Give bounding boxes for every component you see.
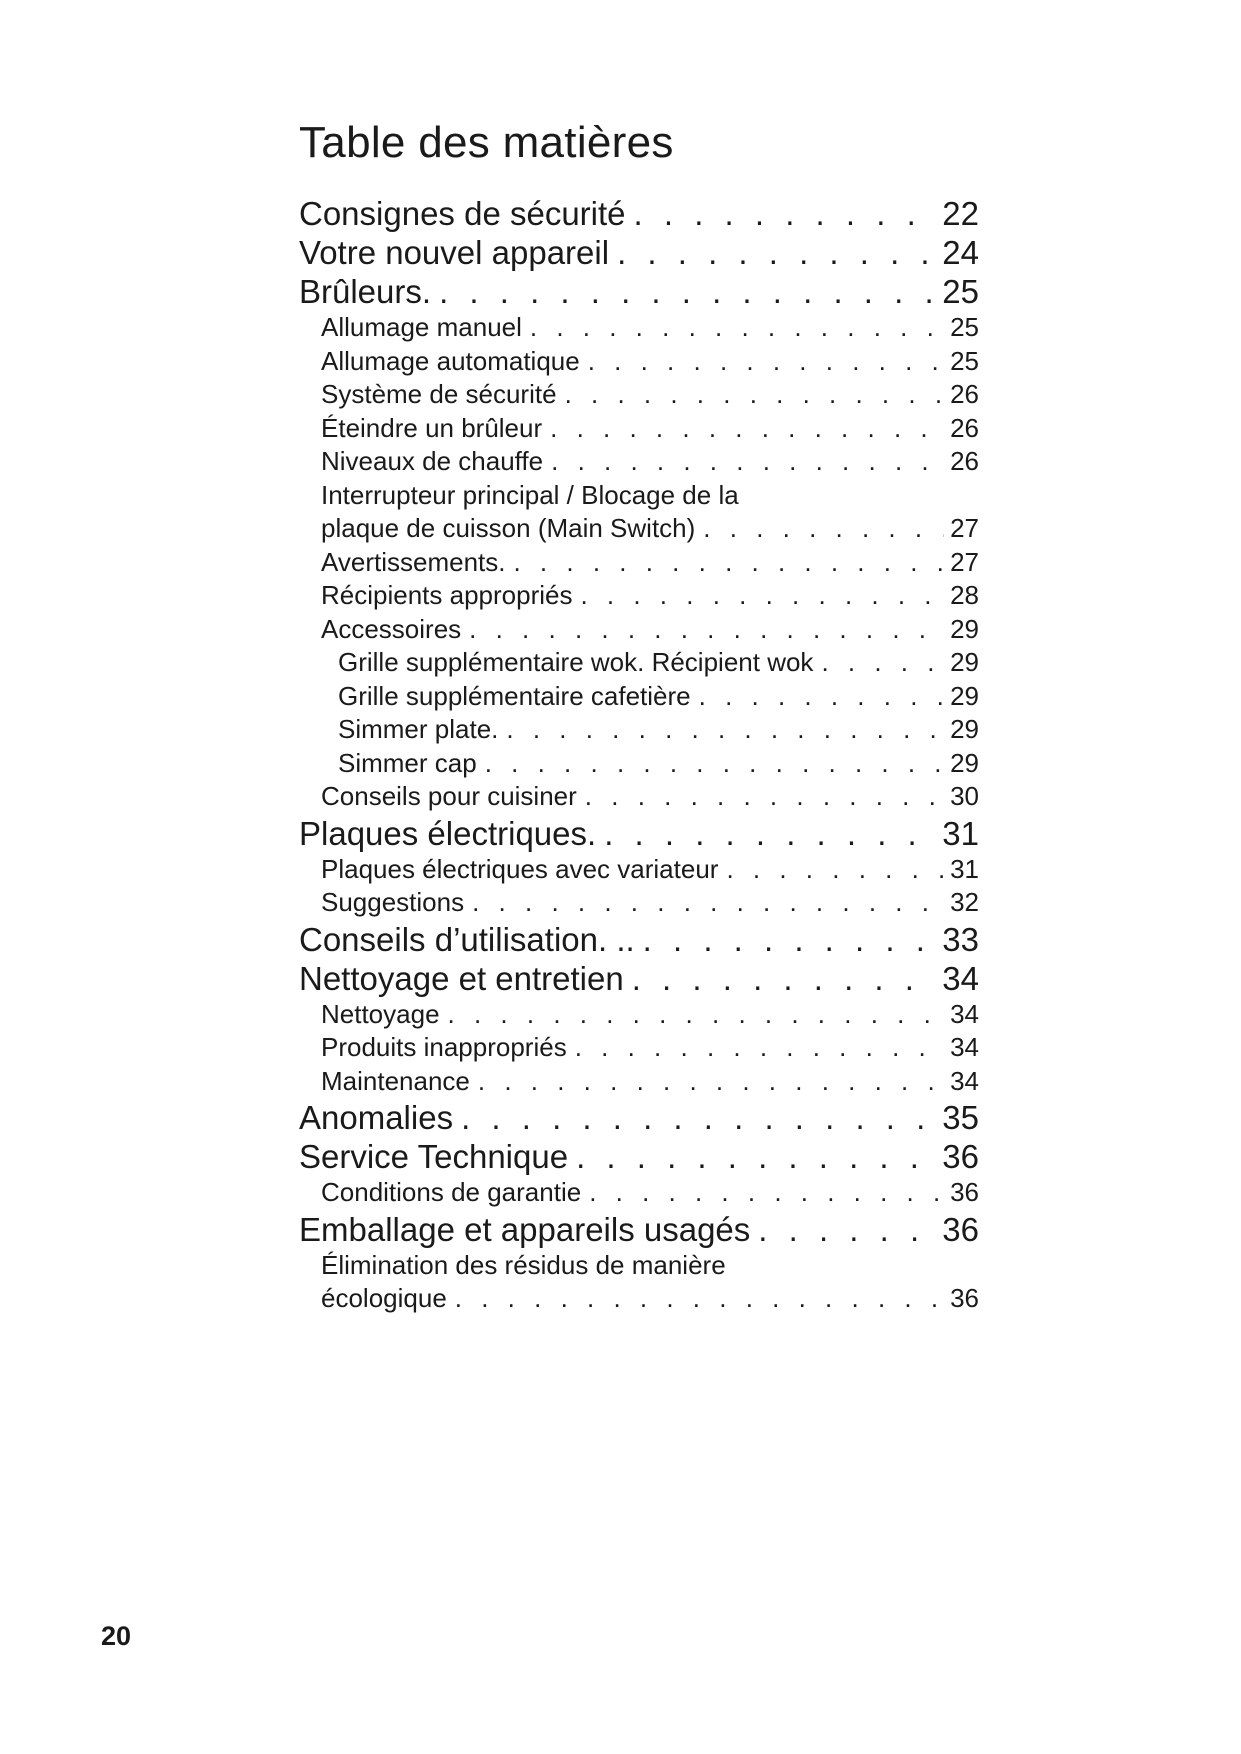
dot-leader: [472, 886, 944, 920]
toc-entry-interrupteur-principal-line2[interactable]: [299, 512, 979, 546]
toc-entry-simmer-plate[interactable]: [299, 713, 979, 747]
toc-entry-label: Interrupteur principal / Blocage de la: [321, 479, 739, 510]
toc-entry-plaques-variateur[interactable]: [299, 853, 979, 887]
toc-entry-label: Allumage manuel: [321, 312, 522, 342]
dot-leader: [617, 233, 936, 272]
toc-entry-page: 28: [950, 580, 979, 610]
toc-entry-label: Nettoyage: [321, 998, 440, 1029]
toc-entry-label: Élimination des résidus de manière: [321, 1249, 726, 1280]
dot-leader: [478, 1065, 944, 1099]
dot-leader: [699, 680, 944, 714]
toc-entry-page: 35: [942, 1099, 979, 1136]
dot-leader: [632, 959, 937, 998]
toc-entry-label: écologique: [321, 1283, 447, 1313]
toc-entry-label: Allumage automatique: [321, 345, 580, 376]
dot-leader: [506, 713, 944, 747]
toc-entry-label: Brûleurs.: [299, 273, 432, 310]
toc-entry-label: Avertissements.: [321, 546, 506, 577]
toc-entry-page: 31: [942, 814, 979, 852]
toc-entry-label: Éteindre un brûleur: [321, 412, 543, 443]
dot-leader: [565, 378, 945, 412]
dot-leader: [703, 512, 944, 546]
dot-leader: [576, 1137, 936, 1176]
dot-leader: [604, 814, 936, 853]
toc-entry-anomalies[interactable]: [299, 1098, 979, 1137]
toc-entry-service-technique[interactable]: [299, 1137, 979, 1176]
toc-entry-label: Simmer plate.: [338, 714, 499, 744]
toc-entry-page: 29: [950, 714, 979, 744]
page-title: Table des matières: [299, 118, 674, 167]
toc-entry-conditions-de-garantie[interactable]: [299, 1176, 979, 1210]
toc-entry-page: 25: [950, 345, 979, 376]
toc-entry-accessoires[interactable]: [299, 613, 979, 647]
toc-entry-consignes-de-securite[interactable]: [299, 194, 979, 233]
toc-entry-label: Emballage et appareils usagés: [299, 1210, 751, 1248]
toc-entry-suggestions[interactable]: [299, 886, 979, 920]
toc-entry-page: 34: [950, 1065, 979, 1096]
toc-entry-label: Maintenance: [321, 1065, 470, 1096]
dot-leader: [726, 853, 944, 887]
toc-entry-emballage[interactable]: [299, 1210, 979, 1249]
toc-entry-label: Consignes de sécurité: [299, 195, 626, 232]
toc-entry-page: 27: [950, 546, 979, 577]
toc-entry-recipients-appropries[interactable]: [299, 579, 979, 613]
toc-entry-conseils-pour-cuisiner[interactable]: [299, 780, 979, 814]
toc-entry-page: 29: [950, 747, 979, 778]
toc-entry-page: 30: [950, 781, 979, 811]
toc-entry-label: plaque de cuisson (Main Switch): [321, 513, 696, 543]
toc-entry-page: 27: [950, 513, 979, 543]
toc-entry-label: Conseils pour cuisiner: [321, 781, 577, 811]
toc-entry-produits-inappropries[interactable]: [299, 1031, 979, 1065]
toc-entry-avertissements[interactable]: [299, 546, 979, 580]
toc-entry-page: 33: [942, 920, 979, 958]
toc-entry-label: Niveaux de chauffe: [321, 446, 544, 476]
dot-leader: [588, 345, 944, 379]
dot-leader: [634, 194, 937, 233]
toc-entry-page: 34: [942, 959, 979, 997]
toc-entry-label: Accessoires: [321, 613, 462, 644]
toc-entry-eteindre-un-bruleur[interactable]: [299, 412, 979, 446]
toc-entry-label: Conseils d’utilisation. ..: [299, 920, 635, 958]
dot-leader: [469, 613, 944, 647]
toc-entry-interrupteur-principal-line1[interactable]: [299, 479, 979, 513]
toc-entry-systeme-de-securite[interactable]: [299, 378, 979, 412]
toc-entry-page: 29: [950, 647, 979, 677]
dot-leader: [530, 311, 944, 345]
toc-entry-maintenance[interactable]: [299, 1065, 979, 1099]
toc-entry-page: 31: [950, 853, 979, 884]
toc-entry-page: 22: [942, 195, 979, 232]
dot-leader: [643, 920, 937, 959]
toc-entry-label: Nettoyage et entretien: [299, 959, 624, 997]
toc-entry-elimination-line2[interactable]: [299, 1282, 979, 1316]
toc-entry-bruleurs[interactable]: [299, 272, 979, 311]
toc-entry-page: 25: [942, 273, 979, 310]
dot-leader: [821, 646, 944, 680]
toc-entry-label: Conditions de garantie: [321, 1177, 582, 1207]
toc-entry-label: Système de sécurité: [321, 379, 557, 409]
toc-entry-allumage-automatique[interactable]: [299, 345, 979, 379]
toc-entry-label: Récipients appropriés: [321, 580, 573, 610]
toc-entry-page: 29: [950, 680, 979, 711]
dot-leader: [580, 579, 944, 613]
table-of-contents: [299, 194, 979, 1316]
toc-entry-page: 34: [950, 1032, 979, 1062]
toc-entry-label: Votre nouvel appareil: [299, 234, 610, 271]
dot-leader: [439, 272, 936, 311]
toc-entry-page: 26: [950, 412, 979, 443]
toc-entry-label: Grille supplémentaire wok. Récipient wok: [338, 647, 814, 677]
toc-entry-page: 25: [950, 312, 979, 342]
toc-entry-plaques-electriques[interactable]: [299, 814, 979, 853]
toc-entry-page: 26: [950, 446, 979, 476]
toc-entry-page: 32: [950, 887, 979, 917]
toc-entry-page: 29: [950, 613, 979, 644]
dot-leader: [448, 998, 945, 1032]
toc-entry-label: Produits inappropriés: [321, 1032, 567, 1062]
toc-entry-label: Simmer cap: [338, 747, 477, 778]
toc-entry-label: Plaques électriques avec variateur: [321, 853, 719, 884]
dot-leader: [551, 445, 944, 479]
dot-leader: [575, 1031, 944, 1065]
dot-leader: [585, 780, 944, 814]
dot-leader: [455, 1282, 944, 1316]
toc-entry-label: Suggestions: [321, 887, 465, 917]
toc-entry-page: 34: [950, 998, 979, 1029]
toc-entry-grille-wok[interactable]: [299, 646, 979, 680]
dot-leader: [485, 747, 944, 781]
dot-leader: [513, 546, 944, 580]
toc-entry-page: 24: [942, 234, 979, 271]
toc-entry-allumage-manuel[interactable]: [299, 311, 979, 345]
page-number: 20: [101, 1621, 132, 1651]
toc-entry-label: Plaques électriques.: [299, 814, 597, 852]
dot-leader: [461, 1098, 936, 1137]
toc-entry-votre-nouvel-appareil[interactable]: [299, 233, 979, 272]
toc-entry-simmer-cap[interactable]: [299, 747, 979, 781]
dot-leader: [758, 1210, 936, 1249]
toc-entry-conseils-utilisation[interactable]: [299, 920, 979, 959]
toc-entry-page: 36: [942, 1138, 979, 1175]
toc-entry-nettoyage[interactable]: [299, 998, 979, 1032]
toc-entry-page: 26: [950, 379, 979, 409]
dot-leader: [589, 1176, 944, 1210]
toc-entry-page: 36: [950, 1177, 979, 1207]
toc-entry-label: Grille supplémentaire cafetière: [338, 680, 691, 711]
toc-entry-label: Anomalies: [299, 1099, 454, 1136]
toc-entry-page: 36: [950, 1283, 979, 1313]
dot-leader: [550, 412, 944, 446]
toc-entry-grille-cafetiere[interactable]: [299, 680, 979, 714]
toc-entry-elimination-line1[interactable]: [299, 1249, 979, 1283]
toc-entry-niveaux-de-chauffe[interactable]: [299, 445, 979, 479]
toc-entry-page: 36: [942, 1210, 979, 1248]
toc-entry-nettoyage-et-entretien[interactable]: [299, 959, 979, 998]
toc-entry-label: Service Technique: [299, 1138, 569, 1175]
